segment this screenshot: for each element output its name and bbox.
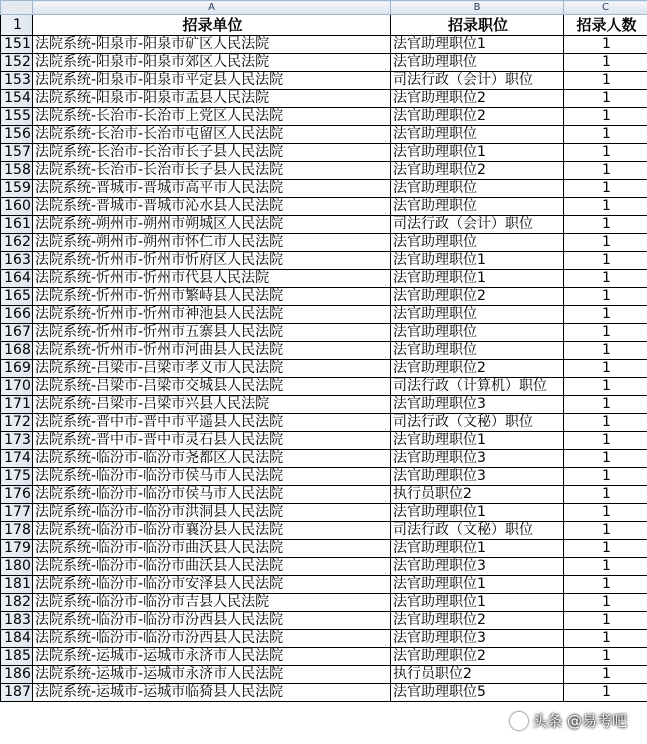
row-number[interactable]: 164 [1, 270, 33, 288]
table-row [1, 684, 647, 702]
table-row [1, 252, 647, 270]
header-cell-count[interactable]: 招录人数 [564, 15, 647, 36]
cell-count[interactable]: 1 [564, 468, 647, 486]
row-number[interactable]: 173 [1, 432, 33, 450]
cell-unit[interactable]: 法院系统-临汾市-临汾市汾西县人民法院 [33, 612, 391, 630]
row-number[interactable]: 181 [1, 576, 33, 594]
table-row [1, 72, 647, 90]
table-row [1, 234, 647, 252]
cell-count[interactable]: 1 [564, 360, 647, 378]
cell-position[interactable]: 法官助理职位1 [391, 504, 564, 522]
cell-count[interactable]: 1 [564, 558, 647, 576]
cell-count[interactable]: 1 [564, 342, 647, 360]
cell-count[interactable]: 1 [564, 378, 647, 396]
cell-position[interactable]: 法官助理职位1 [391, 594, 564, 612]
cell-unit[interactable]: 法院系统-吕梁市-吕梁市孝义市人民法院 [33, 360, 391, 378]
row-number[interactable]: 165 [1, 288, 33, 306]
cell-count[interactable]: 1 [564, 288, 647, 306]
cell-unit[interactable]: 法院系统-忻州市-忻州市忻府区人民法院 [33, 252, 391, 270]
cell-unit[interactable]: 法院系统-朔州市-朔州市怀仁市人民法院 [33, 234, 391, 252]
table-row [1, 198, 647, 216]
cell-position[interactable]: 法官助理职位1 [391, 144, 564, 162]
cell-position[interactable]: 法官助理职位5 [391, 684, 564, 702]
cell-count[interactable]: 1 [564, 270, 647, 288]
row-number[interactable]: 167 [1, 324, 33, 342]
cell-count[interactable]: 1 [564, 486, 647, 504]
cell-unit[interactable]: 法院系统-长治市-长治市上党区人民法院 [33, 108, 391, 126]
cell-unit[interactable]: 法院系统-临汾市-临汾市侯马市人民法院 [33, 486, 391, 504]
table-row [1, 576, 647, 594]
cell-position[interactable]: 法官助理职位3 [391, 558, 564, 576]
table-row [1, 468, 647, 486]
cell-position[interactable]: 法官助理职位2 [391, 288, 564, 306]
cell-position[interactable]: 法官助理职位2 [391, 108, 564, 126]
cell-position[interactable]: 法官助理职位 [391, 126, 564, 144]
row-number[interactable]: 180 [1, 558, 33, 576]
row-number[interactable]: 169 [1, 360, 33, 378]
row-number[interactable]: 155 [1, 108, 33, 126]
cell-count[interactable]: 1 [564, 306, 647, 324]
table-row [1, 486, 647, 504]
headline-logo-icon [510, 712, 528, 730]
cell-unit[interactable]: 法院系统-运城市-运城市临猗县人民法院 [33, 684, 391, 702]
cell-position[interactable]: 法官助理职位2 [391, 90, 564, 108]
cell-unit[interactable]: 法院系统-晋中市-晋中市灵石县人民法院 [33, 432, 391, 450]
table-row [1, 306, 647, 324]
table-row [1, 630, 647, 648]
table-row [1, 216, 647, 234]
cell-count[interactable]: 1 [564, 594, 647, 612]
column-header-c[interactable]: C [564, 1, 647, 15]
cell-position[interactable]: 法官助理职位 [391, 234, 564, 252]
cell-count[interactable]: 1 [564, 576, 647, 594]
table-row [1, 522, 647, 540]
cell-position[interactable]: 法官助理职位1 [391, 432, 564, 450]
row-number[interactable]: 152 [1, 54, 33, 72]
table-row [1, 108, 647, 126]
row-number[interactable]: 179 [1, 540, 33, 558]
cell-count[interactable]: 1 [564, 630, 647, 648]
table-row [1, 90, 647, 108]
table-row [1, 648, 647, 666]
cell-count[interactable]: 1 [564, 144, 647, 162]
column-header-b[interactable]: B [391, 1, 564, 15]
cell-unit[interactable]: 法院系统-忻州市-忻州市代县人民法院 [33, 270, 391, 288]
table-row [1, 54, 647, 72]
cell-unit[interactable]: 法院系统-运城市-运城市永济市人民法院 [33, 666, 391, 684]
table-header-row [1, 15, 647, 36]
cell-position[interactable]: 法官助理职位3 [391, 396, 564, 414]
watermark-text: 头条 @易考吧 [532, 712, 627, 730]
cell-position[interactable]: 法官助理职位2 [391, 648, 564, 666]
row-number[interactable]: 151 [1, 36, 33, 54]
row-number[interactable]: 187 [1, 684, 33, 702]
cell-unit[interactable]: 法院系统-阳泉市-阳泉市矿区人民法院 [33, 36, 391, 54]
cell-unit[interactable]: 法院系统-临汾市-临汾市安泽县人民法院 [33, 576, 391, 594]
cell-unit[interactable]: 法院系统-临汾市-临汾市洪洞县人民法院 [33, 504, 391, 522]
row-number[interactable]: 168 [1, 342, 33, 360]
cell-position[interactable]: 法官助理职位1 [391, 252, 564, 270]
cell-position[interactable]: 法官助理职位1 [391, 36, 564, 54]
cell-position[interactable]: 法官助理职位 [391, 54, 564, 72]
cell-count[interactable]: 1 [564, 504, 647, 522]
cell-count[interactable]: 1 [564, 198, 647, 216]
cell-position[interactable]: 司法行政（文秘）职位 [391, 522, 564, 540]
cell-unit[interactable]: 法院系统-忻州市-忻州市繁峙县人民法院 [33, 288, 391, 306]
cell-position[interactable]: 司法行政（会计）职位 [391, 216, 564, 234]
row-number[interactable]: 166 [1, 306, 33, 324]
cell-unit[interactable]: 法院系统-运城市-运城市永济市人民法院 [33, 648, 391, 666]
row-number[interactable]: 183 [1, 612, 33, 630]
cell-position[interactable]: 法官助理职位 [391, 342, 564, 360]
row-number[interactable]: 170 [1, 378, 33, 396]
cell-position[interactable]: 法官助理职位3 [391, 450, 564, 468]
row-number[interactable]: 159 [1, 180, 33, 198]
cell-count[interactable]: 1 [564, 684, 647, 702]
cell-unit[interactable]: 法院系统-临汾市-临汾市曲沃县人民法院 [33, 558, 391, 576]
cell-count[interactable]: 1 [564, 414, 647, 432]
cell-count[interactable]: 1 [564, 648, 647, 666]
table-row [1, 396, 647, 414]
cell-position[interactable]: 司法行政（计算机）职位 [391, 378, 564, 396]
cell-position[interactable]: 法官助理职位2 [391, 162, 564, 180]
cell-count[interactable]: 1 [564, 162, 647, 180]
row-number[interactable]: 185 [1, 648, 33, 666]
column-header-a[interactable]: A [33, 1, 391, 15]
table-row [1, 540, 647, 558]
table-row [1, 288, 647, 306]
cell-position[interactable]: 法官助理职位2 [391, 360, 564, 378]
table-row [1, 666, 647, 684]
cell-unit[interactable]: 法院系统-晋城市-晋城市沁水县人民法院 [33, 198, 391, 216]
cell-position[interactable]: 法官助理职位 [391, 306, 564, 324]
cell-unit[interactable]: 法院系统-阳泉市-阳泉市郊区人民法院 [33, 54, 391, 72]
table-row [1, 504, 647, 522]
cell-count[interactable]: 1 [564, 180, 647, 198]
cell-count[interactable]: 1 [564, 234, 647, 252]
cell-count[interactable]: 1 [564, 126, 647, 144]
cell-count[interactable]: 1 [564, 216, 647, 234]
row-number[interactable]: 177 [1, 504, 33, 522]
cell-count[interactable]: 1 [564, 54, 647, 72]
cell-unit[interactable]: 法院系统-阳泉市-阳泉市盂县人民法院 [33, 90, 391, 108]
cell-unit[interactable]: 法院系统-长治市-长治市长子县人民法院 [33, 162, 391, 180]
cell-unit[interactable]: 法院系统-临汾市-临汾市尧都区人民法院 [33, 450, 391, 468]
row-number[interactable]: 1 [1, 15, 33, 36]
table-row [1, 342, 647, 360]
cell-position[interactable]: 法官助理职位 [391, 324, 564, 342]
cell-count[interactable]: 1 [564, 612, 647, 630]
cell-count[interactable]: 1 [564, 666, 647, 684]
table-row [1, 450, 647, 468]
row-number[interactable]: 162 [1, 234, 33, 252]
table-row [1, 432, 647, 450]
row-number[interactable]: 184 [1, 630, 33, 648]
cell-count[interactable]: 1 [564, 72, 647, 90]
cell-position[interactable]: 法官助理职位 [391, 198, 564, 216]
cell-position[interactable]: 法官助理职位3 [391, 630, 564, 648]
row-number[interactable]: 160 [1, 198, 33, 216]
table-row [1, 594, 647, 612]
cell-unit[interactable]: 法院系统-阳泉市-阳泉市平定县人民法院 [33, 72, 391, 90]
cell-count[interactable]: 1 [564, 432, 647, 450]
cell-unit[interactable]: 法院系统-临汾市-临汾市侯马市人民法院 [33, 468, 391, 486]
table-row [1, 180, 647, 198]
cell-position[interactable]: 法官助理职位2 [391, 612, 564, 630]
cell-position[interactable]: 执行员职位2 [391, 486, 564, 504]
cell-position[interactable]: 司法行政（文秘）职位 [391, 414, 564, 432]
cell-count[interactable]: 1 [564, 108, 647, 126]
cell-count[interactable]: 1 [564, 522, 647, 540]
cell-unit[interactable]: 法院系统-吕梁市-吕梁市交城县人民法院 [33, 378, 391, 396]
row-number[interactable]: 178 [1, 522, 33, 540]
row-number[interactable]: 176 [1, 486, 33, 504]
cell-position[interactable]: 执行员职位2 [391, 666, 564, 684]
cell-count[interactable]: 1 [564, 252, 647, 270]
cell-count[interactable]: 1 [564, 540, 647, 558]
cell-position[interactable]: 法官助理职位 [391, 180, 564, 198]
row-number[interactable]: 175 [1, 468, 33, 486]
table-row [1, 144, 647, 162]
table-row [1, 414, 647, 432]
table-row [1, 612, 647, 630]
watermark [504, 708, 633, 733]
cell-position[interactable]: 司法行政（会计）职位 [391, 72, 564, 90]
cell-unit[interactable]: 法院系统-忻州市-忻州市神池县人民法院 [33, 306, 391, 324]
cell-count[interactable]: 1 [564, 450, 647, 468]
table-row [1, 378, 647, 396]
row-number[interactable]: 163 [1, 252, 33, 270]
cell-unit[interactable]: 法院系统-临汾市-临汾市吉县人民法院 [33, 594, 391, 612]
cell-unit[interactable]: 法院系统-长治市-长治市长子县人民法院 [33, 144, 391, 162]
row-number[interactable]: 174 [1, 450, 33, 468]
row-number[interactable]: 156 [1, 126, 33, 144]
table-row [1, 126, 647, 144]
cell-position[interactable]: 法官助理职位1 [391, 540, 564, 558]
cell-unit[interactable]: 法院系统-临汾市-临汾市汾西县人民法院 [33, 630, 391, 648]
select-all-corner[interactable] [1, 1, 33, 15]
row-number[interactable]: 157 [1, 144, 33, 162]
header-cell-unit[interactable]: 招录单位 [33, 15, 391, 36]
row-number[interactable]: 171 [1, 396, 33, 414]
cell-unit[interactable]: 法院系统-临汾市-临汾市襄汾县人民法院 [33, 522, 391, 540]
table-row [1, 162, 647, 180]
cell-count[interactable]: 1 [564, 324, 647, 342]
row-number[interactable]: 186 [1, 666, 33, 684]
cell-count[interactable]: 1 [564, 396, 647, 414]
table-row [1, 270, 647, 288]
table-row [1, 36, 647, 54]
row-number[interactable]: 153 [1, 72, 33, 90]
cell-unit[interactable]: 法院系统-长治市-长治市屯留区人民法院 [33, 126, 391, 144]
header-cell-position[interactable]: 招录职位 [391, 15, 564, 36]
cell-unit[interactable]: 法院系统-吕梁市-吕梁市兴县人民法院 [33, 396, 391, 414]
cell-position[interactable]: 法官助理职位3 [391, 468, 564, 486]
cell-count[interactable]: 1 [564, 36, 647, 54]
cell-unit[interactable]: 法院系统-忻州市-忻州市河曲县人民法院 [33, 342, 391, 360]
row-number[interactable]: 172 [1, 414, 33, 432]
table-row [1, 324, 647, 342]
cell-unit[interactable]: 法院系统-晋中市-晋中市平遥县人民法院 [33, 414, 391, 432]
cell-position[interactable]: 法官助理职位1 [391, 270, 564, 288]
row-number[interactable]: 154 [1, 90, 33, 108]
table-row [1, 360, 647, 378]
cell-unit[interactable]: 法院系统-忻州市-忻州市五寨县人民法院 [33, 324, 391, 342]
row-number[interactable]: 161 [1, 216, 33, 234]
table-row [1, 558, 647, 576]
cell-position[interactable]: 法官助理职位1 [391, 576, 564, 594]
cell-unit[interactable]: 法院系统-临汾市-临汾市曲沃县人民法院 [33, 540, 391, 558]
cell-unit[interactable]: 法院系统-朔州市-朔州市朔城区人民法院 [33, 216, 391, 234]
cell-unit[interactable]: 法院系统-晋城市-晋城市高平市人民法院 [33, 180, 391, 198]
cell-count[interactable]: 1 [564, 90, 647, 108]
row-number[interactable]: 158 [1, 162, 33, 180]
row-number[interactable]: 182 [1, 594, 33, 612]
column-header-bar [1, 1, 647, 15]
